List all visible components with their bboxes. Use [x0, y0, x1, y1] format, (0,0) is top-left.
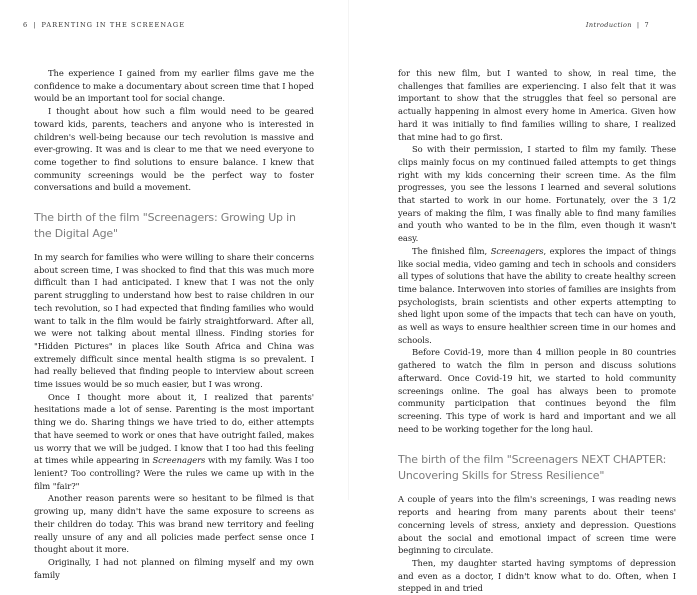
chapter-title-header: Introduction — [585, 21, 632, 29]
left-page — [0, 0, 348, 580]
paragraph: So with their permission, I started to film my family. These clips mainly focus on my continued failed attempts to get things right with my kids concerning their screen time. As the film progresses, you see the lessons I learned and several solutions that started to work in our home. Fortunately, over the 3 1/2 years of making the film, I was finally able to find many families and youth who wanted to be in the film, even though it wasn't easy. — [398, 144, 676, 244]
right-running-head — [586, 21, 649, 29]
paragraph: Before Covid-19, more than 4 million people in 80 countries gathered to watch the film in person and discuss solutions afterward. Once Covid-19 hit, we started to hold community screenings online. The goal has always been to promote community participation that continues beyond the film screening. This type of work is hard and important and we all need to be working together for the long haul. — [398, 347, 676, 434]
paragraph — [34, 391, 314, 493]
section-heading: The birth of the film "Screenagers: Growing Up in the Digital Age" — [34, 211, 296, 240]
paragraph — [398, 245, 676, 347]
text-run: , explores the impact of things like social media, video gaming and tech in schools and considers all types of solutions that have the ability to create healthy screen time balance. Interwoven into stories of families are insights from psychologists, brain scientists and other experts attempting to shed light upon some of the impacts that tech can have on youth, as well as ways to ensure healthier screen time in our homes and schools. — [398, 245, 676, 345]
right-page — [349, 0, 697, 594]
left-running-head — [23, 21, 185, 29]
right-page-body — [398, 67, 676, 595]
film-title-italic: Screenagers — [152, 455, 206, 466]
section-heading: The birth of the film "Screenagers NEXT CHAPTER: Uncovering Skills for Stress Resilience" — [398, 453, 667, 482]
paragraph: for this new film, but I wanted to show, in real time, the challenges that families are experiencing. I also felt that it was important to show that the struggles that feel so personal are actually happening in almost every home in America. Given how hard it was initially to find families willing to share, I realized that mine had to go first. — [398, 68, 676, 142]
paragraph: Another reason parents were so hesitant to be filmed is that growing up, many didn't have the same exposure to screens as their children do today. This was brand new territory and feeling really unsure of any and all policies made perfect sense once I thought about it more. — [34, 493, 314, 555]
left-page-number: 6 — [23, 21, 29, 29]
paragraph: I thought about how such a film would need to be geared toward kids, parents, teachers and anyone who is interested in children's well-being because our tech revolution is massive and ever-growing. It was and is clear to me that we need everyone to come together to find solutions to ensure balance. I knew that community screenings would be the perfect way to foster conversations and build a movement. — [34, 106, 314, 193]
paragraph: Then, my daughter started having symptoms of depression and even as a doctor, I didn't know what to do. Often, when I stepped in and tried — [398, 557, 676, 594]
paragraph: In my search for families who were willing to share their concerns about screen time, I was shocked to find that this was much more difficult than I had anticipated. I knew that I was not the only parent struggling to understand how best to raise children in our tech revolution, so I had expected that finding families who would want to talk in the film would be fairly straightforward. After all, we were not talking about mental illness. Finding stories for "Hidden Pictures" in places like South Africa and China was extremely difficult since mental health stigma is so prevalent. I had really believed that finding people to interview about screen time issues would be so much easier, but I was wrong. — [34, 252, 314, 390]
text-run: with my family. Was I too lenient? Too controlling? Were the rules we came up with in the film "fair?" — [34, 455, 314, 491]
paragraph: Originally, I had not planned on filming myself and my own family — [34, 556, 314, 580]
text-run: The finished film, — [412, 245, 491, 256]
right-page-number: 7 — [644, 21, 649, 29]
running-head-separator: | — [636, 21, 640, 29]
left-page-body — [34, 67, 314, 581]
paragraph: A couple of years into the film's screenings, I was reading news reports and hearing from many parents about their teens' concerning levels of stress, anxiety and depression. Questions about the social and emotional impact of screen time were beginning to circulate. — [398, 494, 676, 556]
book-title-header: PARENTING IN THE SCREENAGE — [41, 21, 186, 29]
film-title-italic: Screenagers — [490, 245, 544, 256]
running-head-separator: | — [33, 21, 37, 29]
text-run: Once I thought more about it, I realized that parents' hesitations made a lot of sense. Parenting is the most important thing we do. Sharing things we have tried to do, either attempts that have seemed to work or ones that have outright failed, makes us worry that we will be judged. I know that I too had this feeling at times while appearing in — [34, 391, 314, 466]
paragraph: The experience I gained from my earlier films gave me the confidence to make a documentary about screen time that I hoped would be an important tool for social change. — [34, 68, 314, 104]
